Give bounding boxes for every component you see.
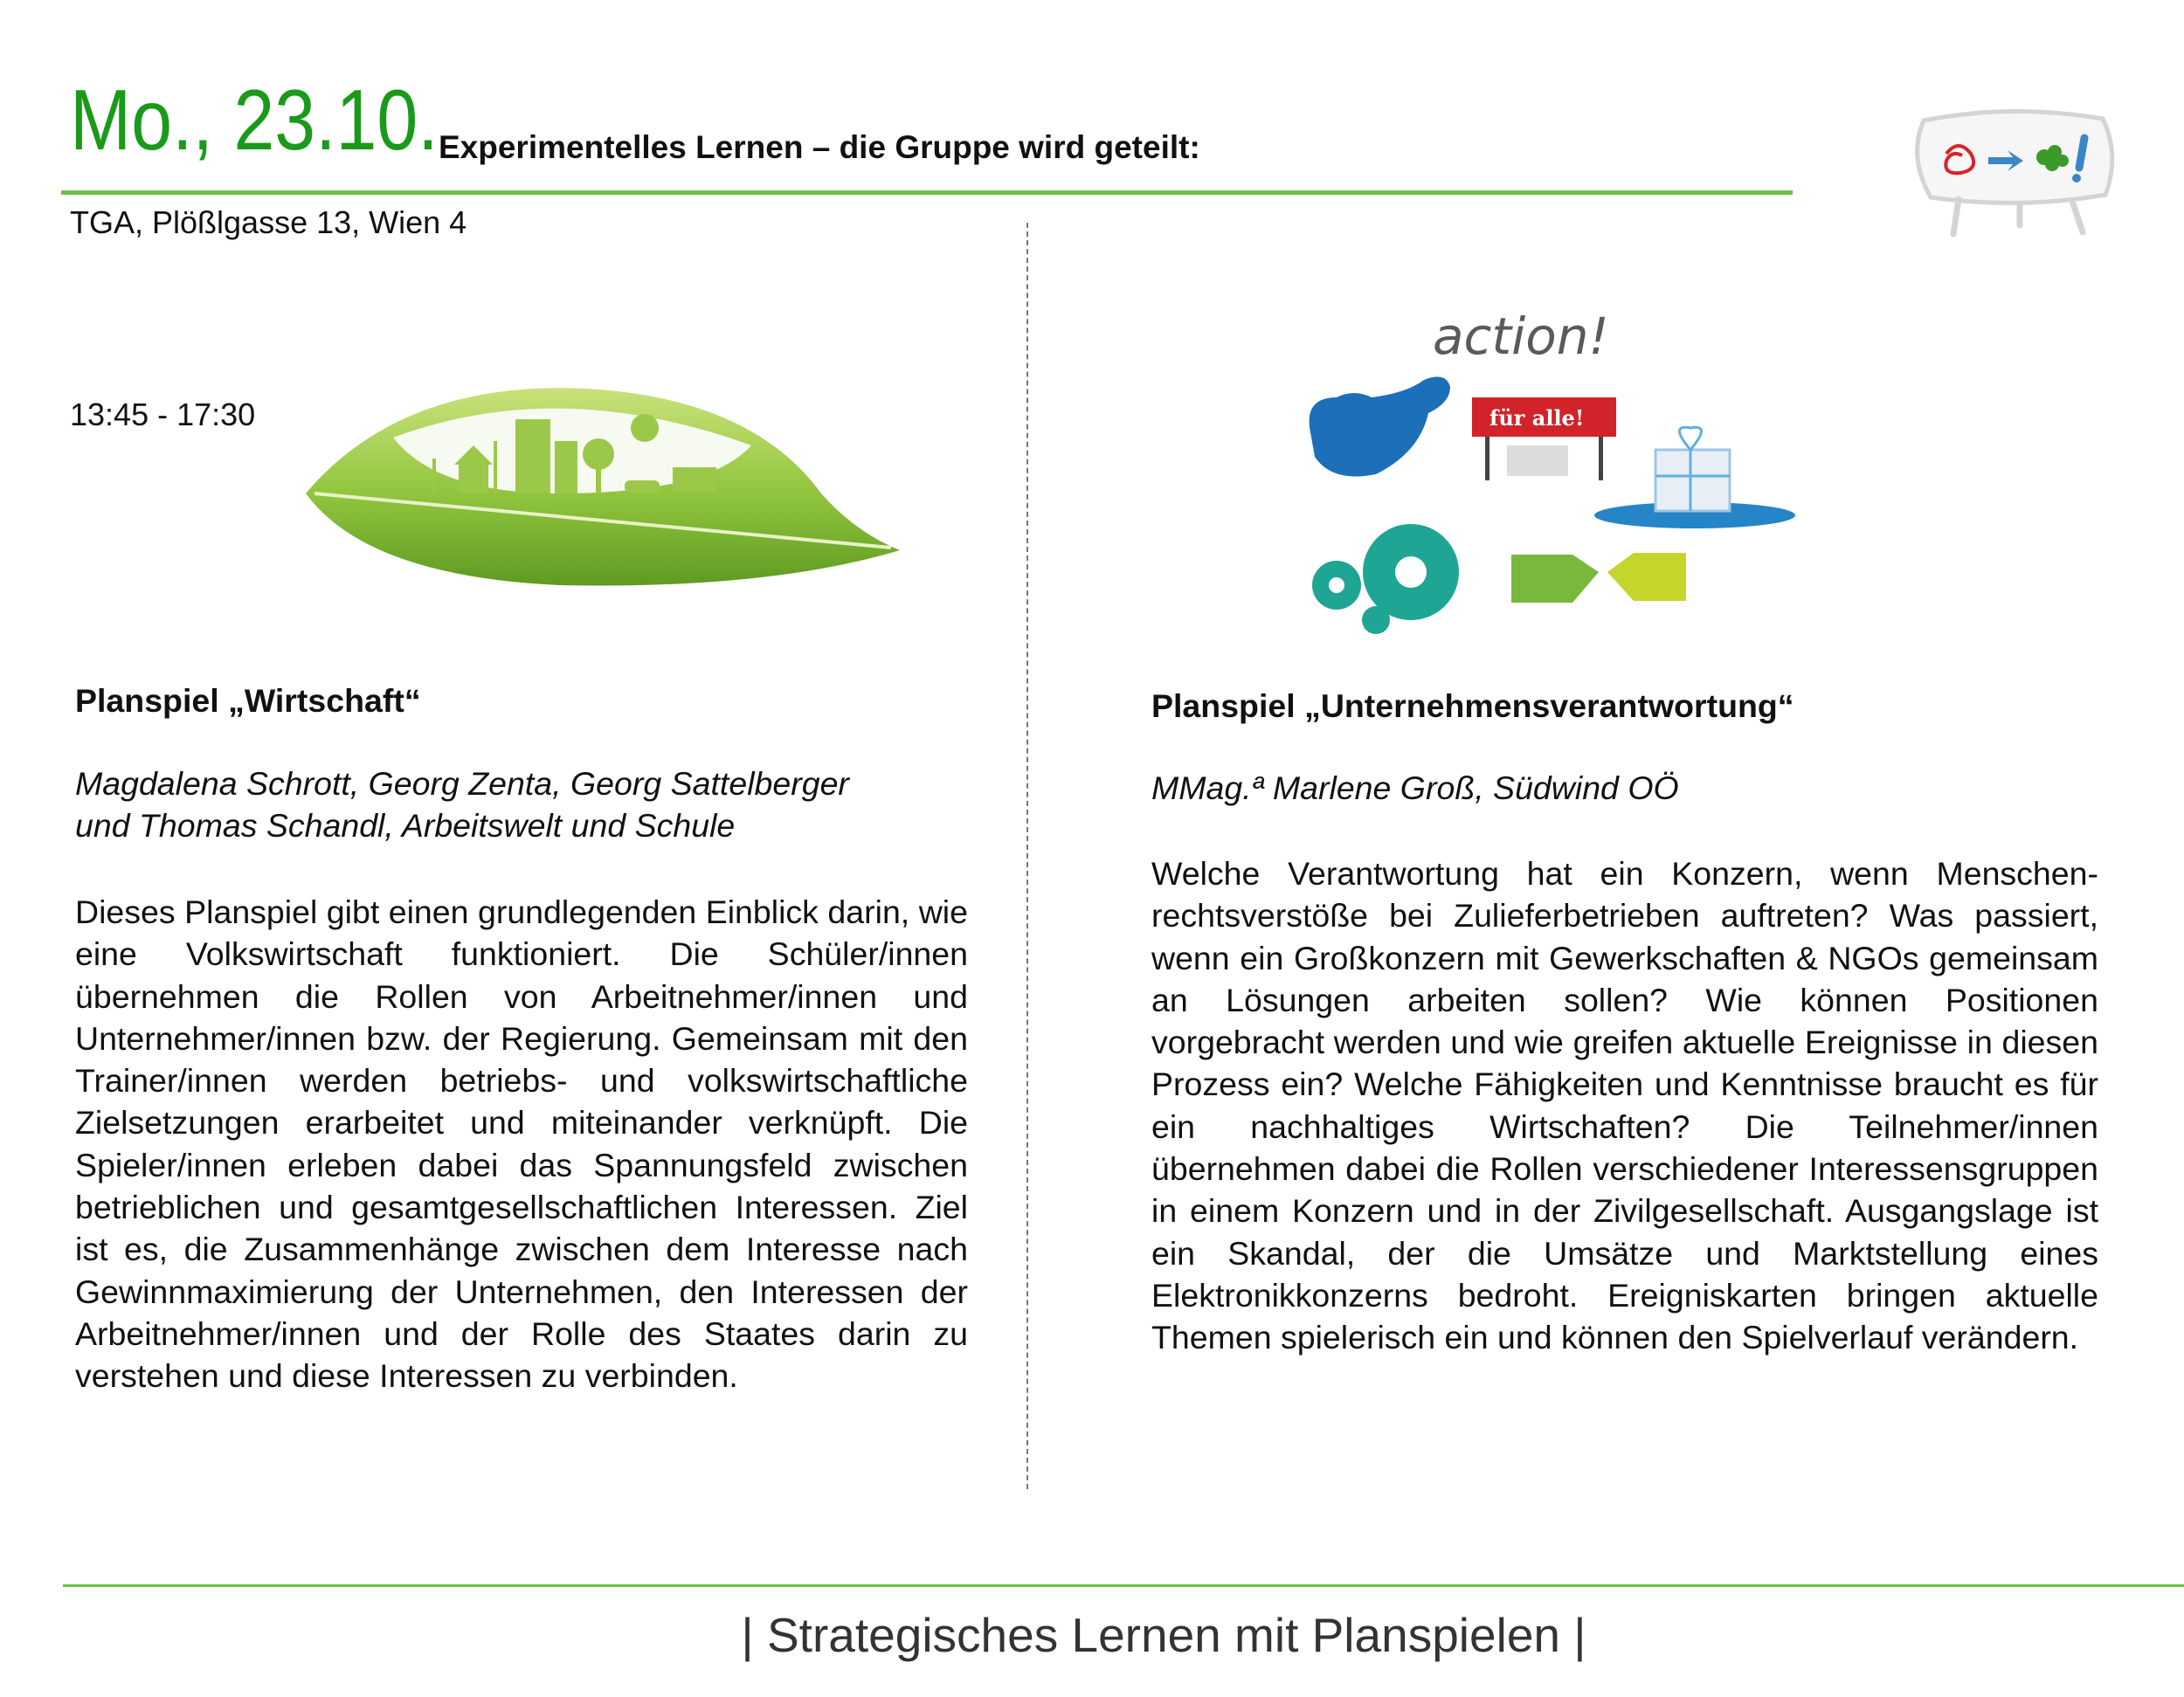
right-author-text: MMag.ª Marlene Groß, Südwind OÖ — [1151, 769, 1679, 806]
thinking-bubble-logo-icon — [1897, 103, 2125, 247]
page-subtitle: Experimentelles Lernen – die Gruppe wird geteilt: — [439, 129, 1200, 165]
footer-title: | Strategisches Lernen mit Planspielen | — [741, 1608, 1586, 1662]
column-divider — [1026, 223, 1028, 1489]
action-illustration — [1293, 310, 1817, 651]
page-date: Mo., 23.10. — [70, 72, 439, 168]
header-divider — [61, 190, 1793, 195]
right-heading-text: Planspiel „Unternehmensverantwortung“ — [1151, 687, 1794, 724]
right-section-heading — [1151, 685, 2104, 727]
time-text: 13:45 - 17:30 — [70, 397, 256, 432]
left-heading-text: Planspiel „Wirtschaft“ — [75, 682, 421, 719]
left-section-heading — [75, 679, 966, 721]
right-description-text: Welche Verantwortung hat ein Konzern, wenn Menschenrechtsverstöße bei Zulieferbetrieben auftreten? Was passiert, wenn ein Großkonzern mit Gewerkschaften & NGOs gemeinsam an Lösungen arbeiten sollen? Wie können Positionen vorgebracht werden und wie greifen aktuelle Ereignisse in diesen Prozess ein? Welche Fähigkeiten und Kenntnisse braucht es für ein nachhaltiges Wirtschaften? Die Teilnehmer/innen übernehmen dabei die Rollen verschiedener Interessensgruppen in einem Konzern und in der Zivilgesellschaft. Ausgangslage ist ein Skandal, der die Umsätze und Marktstellung eines Elektronikkonzerns bedroht. Ereigniskarten bringen aktuelle Themen spielerisch ein und können den Spielverlauf verändern. — [1151, 855, 2098, 1356]
right-description-block — [1151, 852, 2098, 1359]
footer-divider — [63, 1584, 2184, 1587]
location-text: TGA, Plößlgasse 13, Wien 4 — [70, 204, 467, 240]
action-illustration-title: action! — [1433, 310, 1609, 366]
right-author-block — [1151, 767, 2104, 809]
left-description-text: Dieses Planspiel gibt einen grundlegenden Einblick darin, wie eine Volkswirtschaft funktioniert. Die Schüler/innen übernehmen die Rollen von Arbeitnehmer/innen und Unternehmer/innen bzw. der Regierung. Gemeinsam mit den Trainer/innen werden betriebs- und volkswirtschaftliche Zielsetzungen erarbeitet und miteinander verknüpft. Die Spieler/innen erleben dabei das Spannungsfeld zwischen betrieblichen und gesamtgesellschaftlichen Interessen. Ziel ist es, die Zusammenhänge zwischen dem Interesse nach Gewinnmaximierung der Unternehmen, den Interessen der Arbeitnehmer/innen und der Rolle des Staates darin zu verstehen und diese Interessen zu verbinden. — [75, 893, 968, 1395]
left-authors-text: Magdalena Schrott, Georg Zenta, Georg Sattelberger und Thomas Schandl, Arbeitswelt und Schule — [75, 765, 849, 845]
leaf-city-illustration — [297, 362, 909, 607]
left-description-block — [75, 891, 968, 1397]
sign-text: für alle! — [1489, 405, 1585, 431]
left-authors-block — [75, 762, 966, 847]
